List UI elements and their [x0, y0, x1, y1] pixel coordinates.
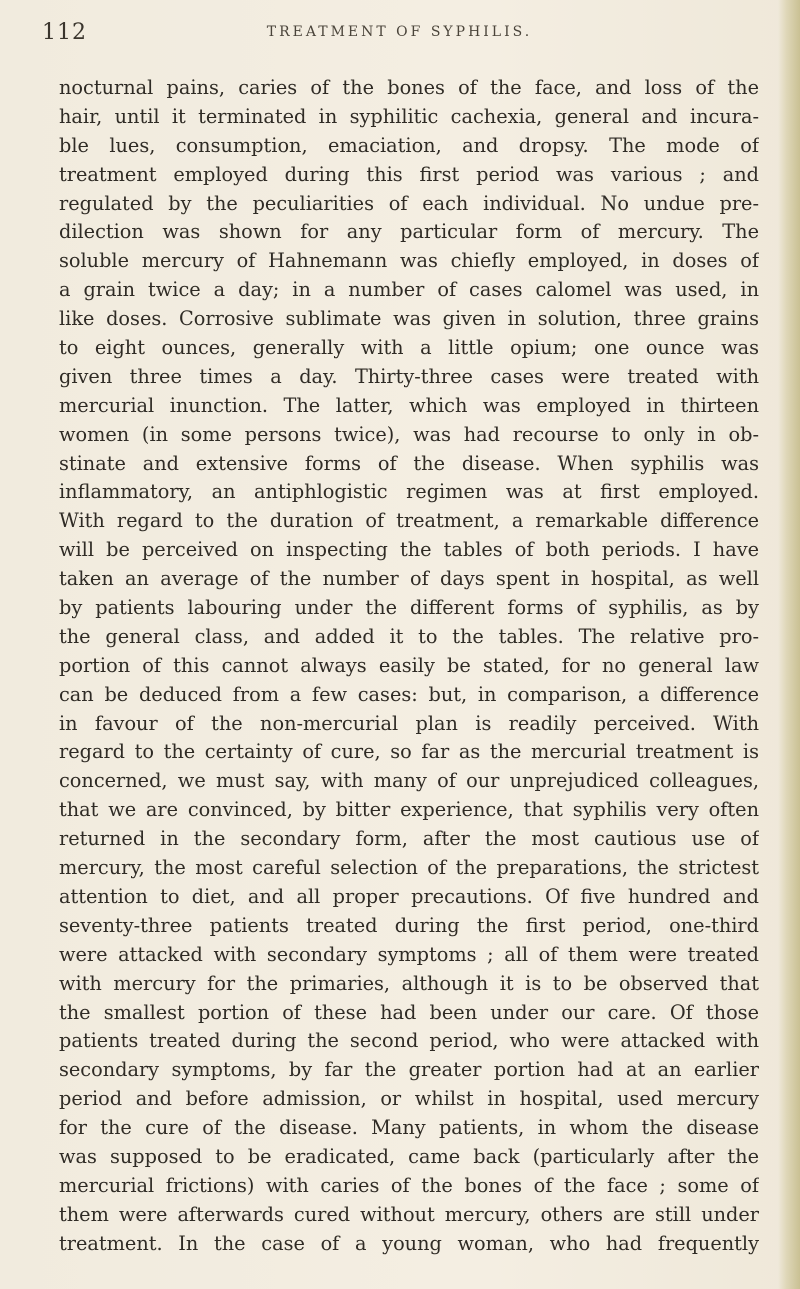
text-line: in favour of the non-mercurial plan is readily perceived. With — [59, 711, 759, 735]
text-line: hair, until it terminated in syphilitic cachexia, general and incura- — [59, 104, 759, 128]
text-line: that we are convinced, by bitter experience, that syphilis very often — [59, 798, 759, 822]
text-line: treatment. In the case of a young woman, who had frequently — [59, 1231, 759, 1255]
text-line: patients treated during the second period, who were attacked with — [59, 1029, 759, 1053]
text-line: like doses. Corrosive sublimate was given in solution, three grains — [59, 307, 759, 331]
text-line: them were afterwards cured without mercury, others are still under — [59, 1202, 759, 1226]
text-line: the general class, and added it to the tables. The relative pro- — [59, 624, 759, 648]
text-line: regard to the certainty of cure, so far as the mercurial treatment is — [59, 740, 759, 764]
text-line: mercury, the most careful selection of the preparations, the strictest — [59, 856, 759, 880]
text-line: With regard to the duration of treatment, a remarkable difference — [59, 509, 759, 533]
text-line: secondary symptoms, by far the greater portion had at an earlier — [59, 1058, 759, 1082]
text-line: portion of this cannot always easily be stated, for no general law — [59, 653, 759, 677]
text-line: mercurial inunction. The latter, which was employed in thirteen — [59, 393, 759, 417]
text-line: taken an average of the number of days spent in hospital, as well — [59, 567, 759, 591]
text-line: attention to diet, and all proper precautions. Of five hundred and — [59, 884, 759, 908]
text-line: with mercury for the primaries, although it is to be observed that — [59, 971, 759, 995]
text-line: seventy-three patients treated during the first period, one-third — [59, 913, 759, 937]
text-line: returned in the secondary form, after the most cautious use of — [59, 827, 759, 851]
text-line: women (in some persons twice), was had recourse to only in ob- — [59, 422, 759, 446]
text-line: nocturnal pains, caries of the bones of the face, and loss of the — [59, 76, 759, 99]
running-head: TREATMENT OF SYPHILIS. — [266, 24, 533, 40]
text-line: concerned, we must say, with many of our unprejudiced colleagues, — [59, 769, 759, 793]
text-line: the smallest portion of these had been under our care. Of those — [59, 1000, 759, 1024]
text-line: treatment employed during this first period was various ; and — [59, 162, 759, 186]
text-line: by patients labouring under the different forms of syphilis, as by — [59, 596, 759, 620]
text-line: dilection was shown for any particular form of mercury. The — [59, 220, 759, 244]
text-line: regulated by the peculiarities of each individual. No undue pre- — [59, 191, 759, 215]
text-line: will be perceived on inspecting the tables of both periods. I have — [59, 538, 759, 562]
page-edge-shadow — [778, 0, 800, 1289]
text-line: soluble mercury of Hahnemann was chiefly employed, in doses of — [59, 249, 759, 273]
text-line: can be deduced from a few cases: but, in comparison, a difference — [59, 682, 759, 706]
text-line: inflammatory, an antiphlogistic regimen was at first employed. — [59, 480, 759, 504]
text-line: stinate and extensive forms of the disease. When syphilis was — [59, 451, 759, 475]
text-line: a grain twice a day; in a number of cases calomel was used, in — [59, 278, 759, 302]
text-line: to eight ounces, generally with a little opium; one ounce was — [59, 336, 759, 360]
text-line: was supposed to be eradicated, came back (particularly after the — [59, 1144, 759, 1168]
text-line: given three times a day. Thirty-three cases were treated with — [59, 364, 759, 388]
page-number: 112 — [42, 20, 87, 45]
text-line: were attacked with secondary symptoms ; all of them were treated — [59, 942, 759, 966]
body-text — [59, 74, 759, 1259]
text-line: for the cure of the disease. Many patients, in whom the disease — [59, 1116, 759, 1140]
text-line: period and before admission, or whilst in hospital, used mercury — [59, 1087, 759, 1111]
text-line: mercurial frictions) with caries of the bones of the face ; some of — [59, 1173, 759, 1197]
text-line: ble lues, consumption, emaciation, and dropsy. The mode of — [59, 133, 759, 157]
page-header — [42, 20, 757, 50]
